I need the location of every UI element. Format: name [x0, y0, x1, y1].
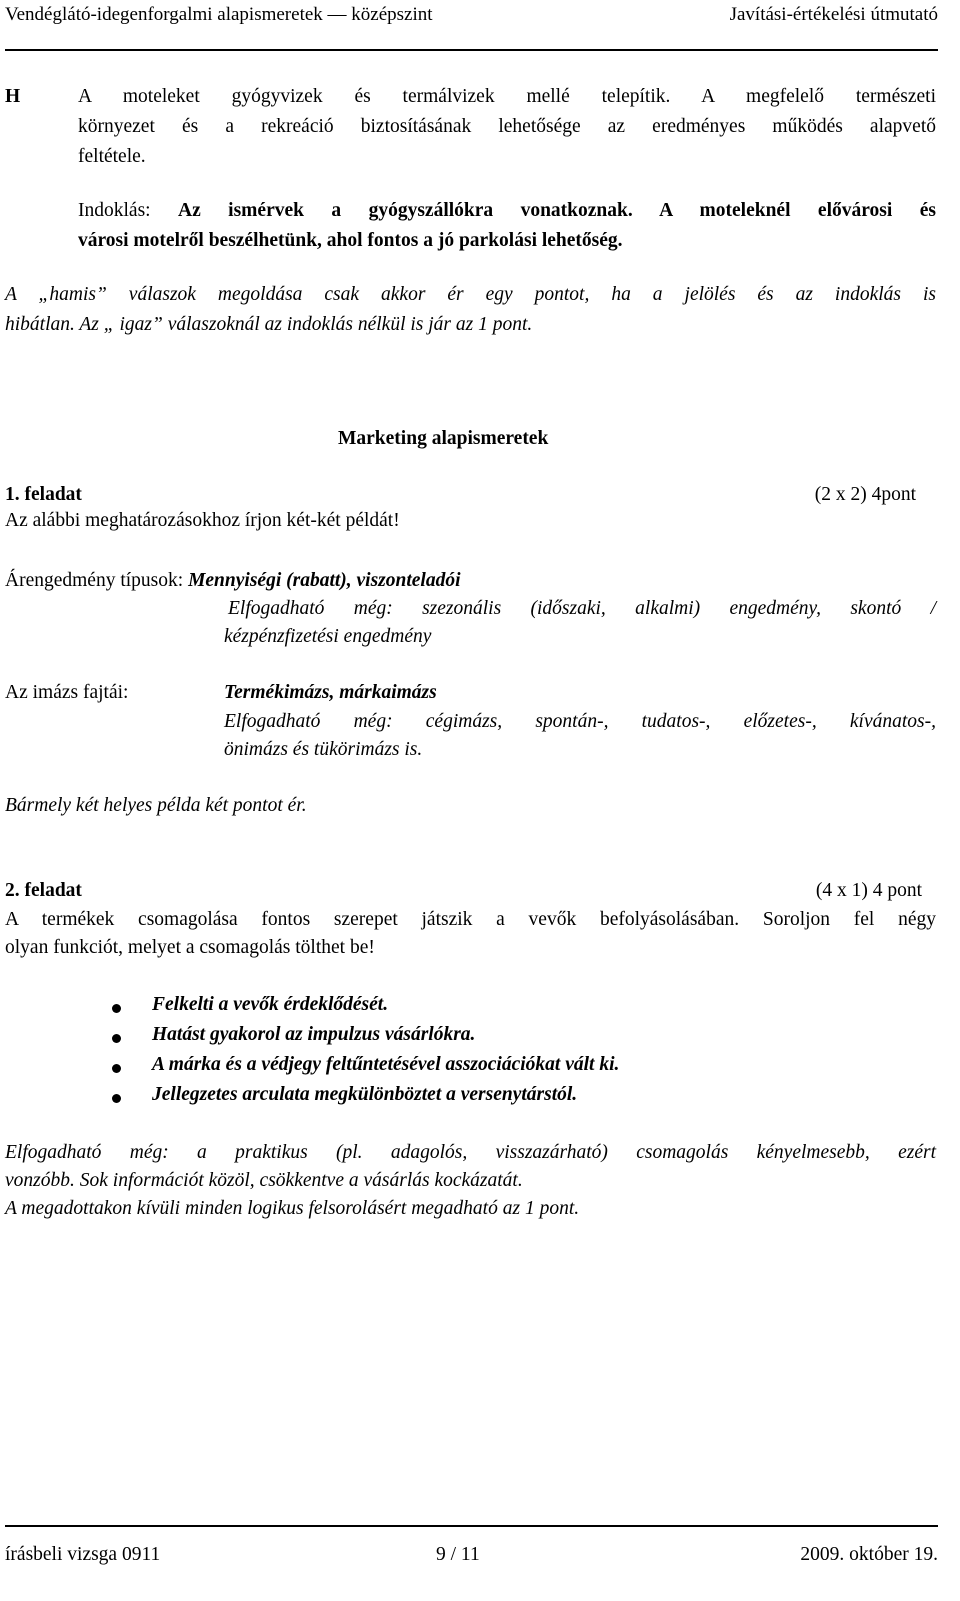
reason-line-2: városi motelről beszélhetünk, ahol fontos a jó parkolási lehetőség. — [78, 230, 623, 251]
row1-label: Árengedmény típusok: — [5, 570, 189, 591]
row2-alt-line-1: Elfogadható még: cégimázs, spontán-, tudatos-, előzetes-, kívánatos-, — [224, 711, 936, 732]
row2-label: Az imázs fajtái: — [5, 682, 129, 703]
answer-item: Felkelti a vevők érdeklődését. — [152, 994, 389, 1015]
task2-alt-line-2: vonzóbb. Sok információt közöl, csökkentve a vásárlás kockázatát. — [5, 1170, 523, 1191]
task2-alt-line-1: Elfogadható még: a praktikus (pl. adagolós, visszazárható) csomagolás kényelmesebb, ezért — [5, 1142, 936, 1163]
row2-answer: Termékimázs, márkaimázs — [224, 682, 437, 703]
header-right: Javítási-értékelési útmutató — [729, 4, 938, 25]
h-para-line-2: környezet és a rekreáció biztosításának lehetősége az eredményes működés alapvető — [78, 116, 936, 137]
row2-alt-line-2: önimázs és tükörimázs is. — [224, 739, 423, 760]
task2-instruction-1: A termékek csomagolása fontos szerepet játszik a vevők befolyásolásában. Soroljon fel négy — [5, 909, 936, 930]
footer-left: írásbeli vizsga 0911 — [5, 1544, 161, 1565]
answer-item: A márka és a védjegy feltűntetésével asszociációkat vált ki. — [152, 1054, 620, 1075]
task2-title: 2. feladat — [5, 880, 82, 901]
answer-item: Hatást gyakorol az impulzus vásárlókra. — [152, 1024, 476, 1045]
task1-row1 — [5, 570, 461, 592]
bullet-icon — [112, 1004, 121, 1013]
header-left: Vendéglátó-idegenforgalmi alapismeretek — középszint — [5, 4, 433, 25]
h-para-line-1: A moteleket gyógyvizek és termálvizek mellé telepítik. A megfelelő természeti — [78, 86, 936, 107]
row1-answer: Mennyiségi (rabatt), viszonteladói — [188, 570, 461, 591]
task1-title: 1. feladat — [5, 484, 82, 505]
task2-instruction-2: olyan funkciót, melyet a csomagolás tölthet be! — [5, 937, 375, 958]
note-line-1: A „hamis” válaszok megoldása csak akkor ér egy pontot, ha a jelölés és az indoklás is — [5, 284, 936, 305]
footer-rule — [5, 1525, 938, 1527]
row1-alt-line-2: kézpénzfizetési engedmény — [224, 626, 432, 647]
task2-points: (4 x 1) 4 pont — [815, 880, 922, 901]
h-para-line-3: feltétele. — [78, 146, 146, 167]
bullet-icon — [112, 1034, 121, 1043]
row1-alt-line-1: Elfogadható még: szezonális (időszaki, alkalmi) engedmény, skontó / — [228, 598, 936, 619]
reason-label: Indoklás: — [78, 200, 178, 221]
task2-alt-line-3: A megadottakon kívüli minden logikus felsorolásért megadható az 1 pont. — [5, 1198, 580, 1219]
task1-instruction: Az alábbi meghatározásokhoz írjon két-két példát! — [5, 510, 400, 531]
note-line-2: hibátlan. Az „ igaz” válaszoknál az indoklás nélkül is jár az 1 pont. — [5, 314, 533, 335]
reason-line-1: Az ismérvek a gyógyszállókra vonatkoznak. A moteleknél elővárosi és — [178, 200, 936, 221]
footer-date: 2009. október 19. — [800, 1544, 938, 1565]
reason-block — [78, 200, 936, 222]
bullet-icon — [112, 1094, 121, 1103]
footer-page-number: 9 / 11 — [436, 1544, 480, 1565]
header-rule — [5, 49, 938, 51]
bullet-icon — [112, 1064, 121, 1073]
answer-item: Jellegzetes arculata megkülönböztet a versenytárstól. — [152, 1084, 578, 1105]
section-title: Marketing alapismeretek — [338, 428, 549, 449]
task1-points: (2 x 2) 4pont — [814, 484, 916, 505]
task1-scoring: Bármely két helyes példa két pontot ér. — [5, 795, 307, 816]
section-letter: H — [5, 86, 21, 107]
